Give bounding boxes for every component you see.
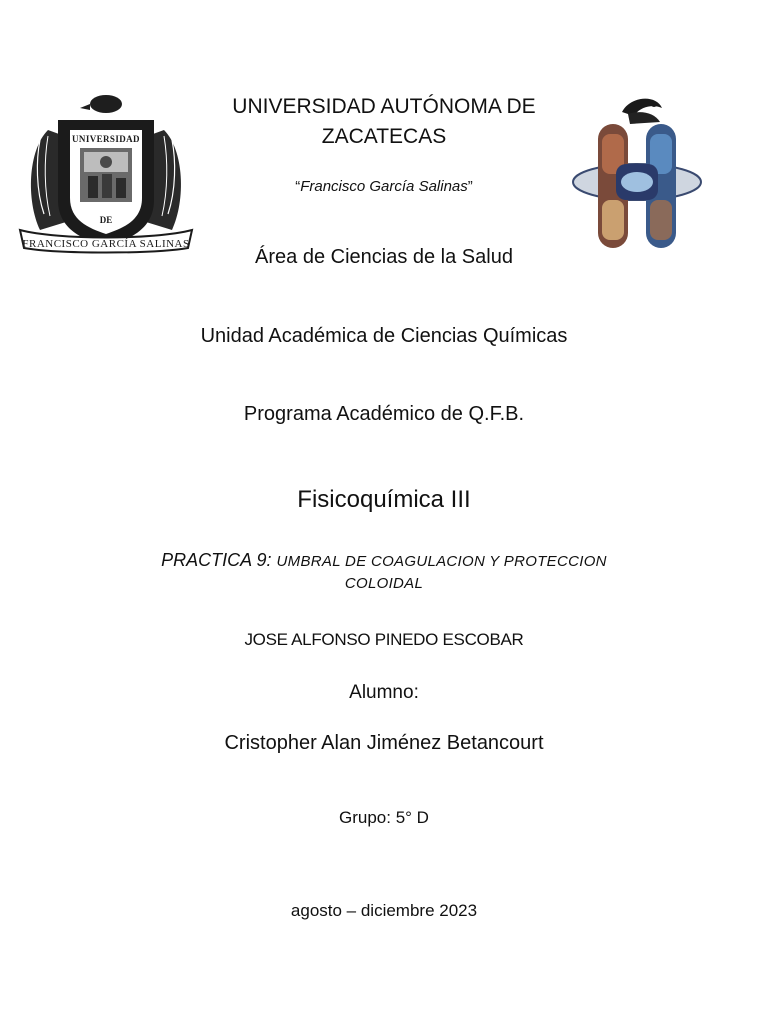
university-motto	[0, 177, 768, 197]
svg-text:UNIVERSIDAD: UNIVERSIDAD	[72, 134, 140, 144]
subject-title: Fisicoquímica III	[297, 486, 471, 513]
term-period: agosto – diciembre 2023	[290, 901, 478, 920]
motto-open-quote: “	[295, 178, 301, 195]
unidad-title: Unidad Académica de Ciencias Químicas	[200, 325, 568, 347]
svg-text:FRANCISCO GARCÍA SALINAS: FRANCISCO GARCÍA SALINAS	[22, 238, 190, 250]
university-name-line1: UNIVERSIDAD AUTÓNOMA DE	[232, 95, 536, 118]
programa-title: Programa Académico de Q.F.B.	[243, 403, 525, 425]
university-name	[0, 92, 768, 152]
professor-name: JOSE ALFONSO PINEDO ESCOBAR	[244, 630, 524, 649]
area-title: Área de Ciencias de la Salud	[255, 246, 513, 268]
group-label: Grupo: 5° D	[339, 808, 429, 827]
university-name-line2: ZACATECAS	[321, 125, 447, 148]
svg-text:DE: DE	[99, 215, 113, 225]
motto-text: Francisco García Salinas	[300, 178, 468, 195]
practice-label: PRACTICA 9:	[161, 550, 272, 570]
practice-title	[0, 549, 768, 595]
motto-close-quote: ”	[467, 178, 473, 195]
practice-title-line2: COLOIDAL	[344, 575, 424, 592]
student-name: Cristopher Alan Jiménez Betancourt	[224, 732, 544, 754]
student-label: Alumno:	[349, 682, 419, 703]
practice-title-line1: UMBRAL DE COAGULACION Y PROTECCION	[276, 553, 607, 570]
